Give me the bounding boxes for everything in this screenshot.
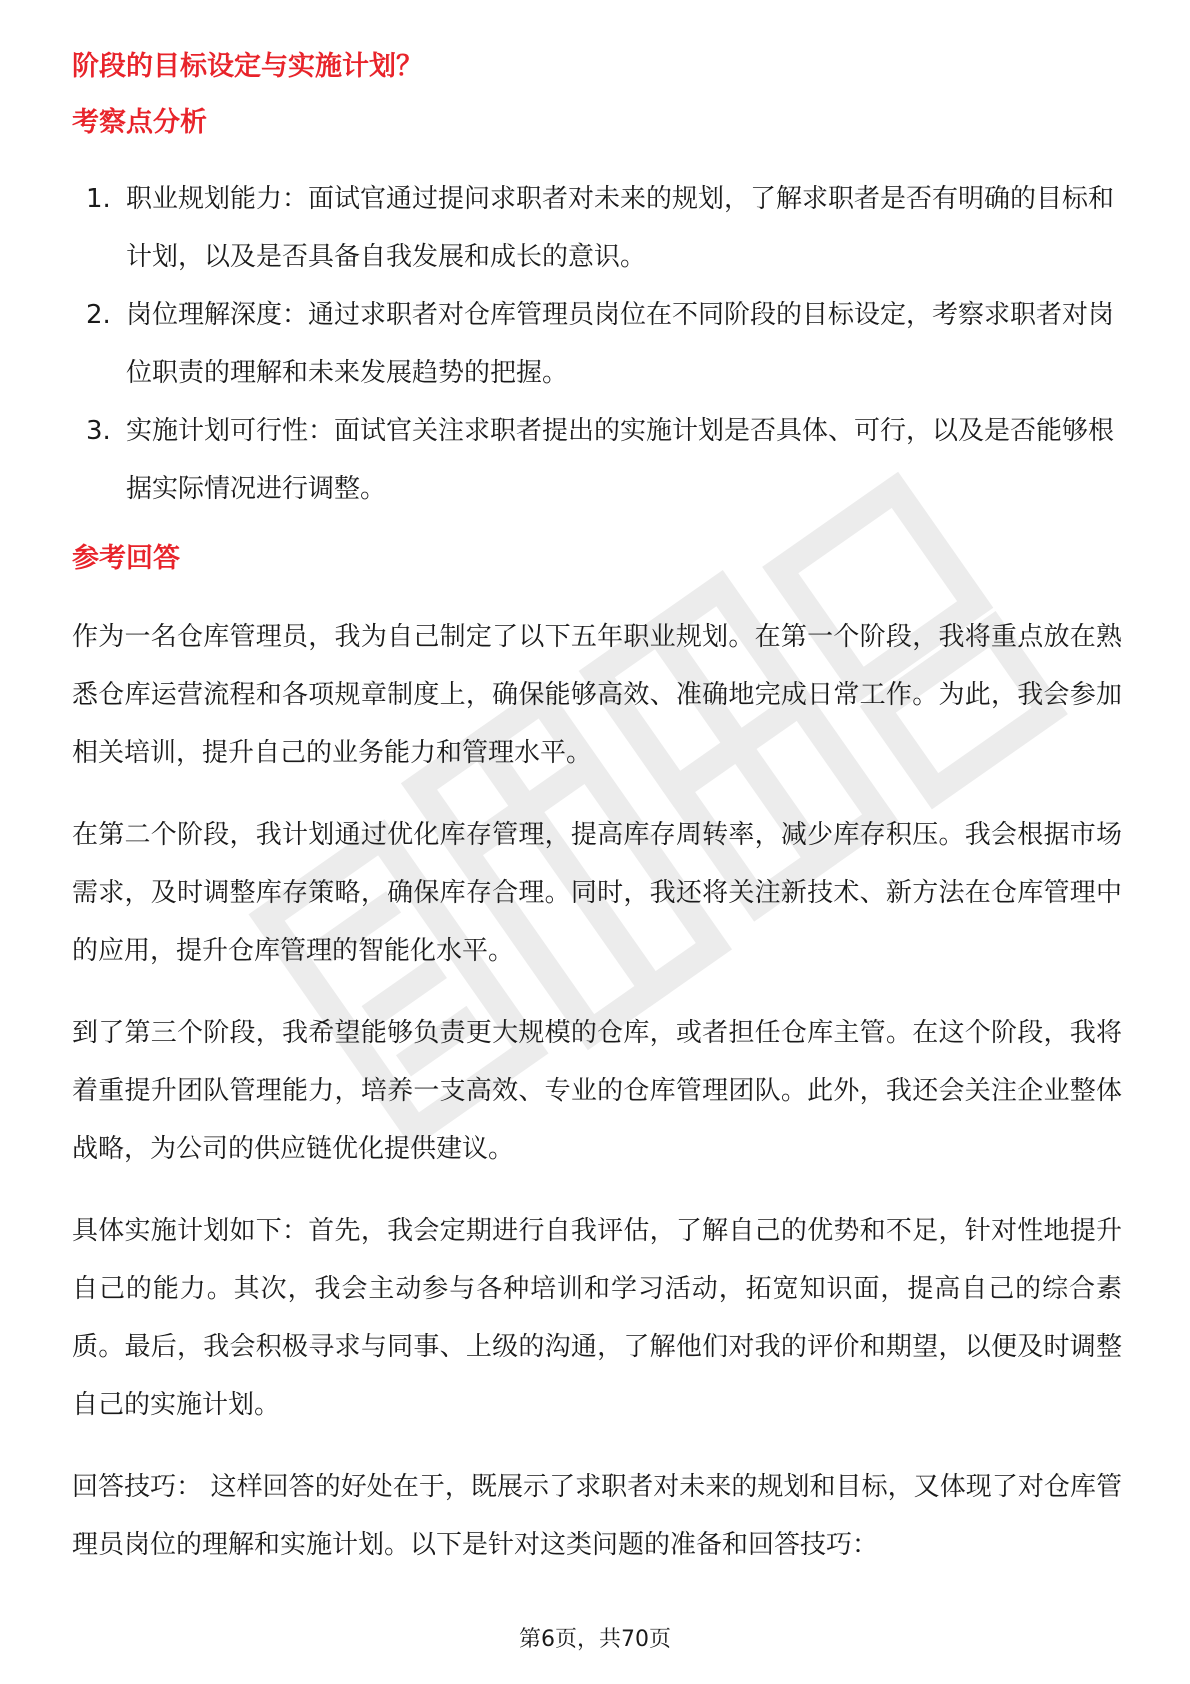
paragraph: 在第二个阶段，我计划通过优化库存管理，提高库存周转率，减少库存积压。我会根据市场需求，及时调整库存策略，确保库存合理。同时，我还将关注新技术、新方法在仓库管理中的应用，提升仓库管理的智能化水平。 xyxy=(72,820,1122,966)
question-title: 阶段的目标设定与实施计划？ xyxy=(72,51,423,82)
analysis-title: 考察点分析 xyxy=(72,107,207,138)
paragraph: 具体实施计划如下：首先，我会定期进行自我评估，了解自己的优势和不足，针对性地提升自己的能力。其次，我会主动参与各种培训和学习活动，拓宽知识面，提高自己的综合素质。最后，我会积极寻求与同事、上级的沟通，了解他们对我的评价和期望，以便及时调整自己的实施计划。 xyxy=(72,1216,1122,1420)
list-item xyxy=(72,402,1122,518)
list-item-number: 1. xyxy=(86,184,111,214)
paragraph: 到了第三个阶段，我希望能够负责更大规模的仓库，或者担任仓库主管。在这个阶段，我将着重提升团队管理能力，培养一支高效、专业的仓库管理团队。此外，我还会关注企业整体战略，为公司的供应链优化提供建议。 xyxy=(72,1018,1122,1164)
page-number: 第6页，共70页 xyxy=(519,1627,671,1652)
paragraph: 回答技巧： 这样回答的好处在于，既展示了求职者对未来的规划和目标，又体现了对仓库管理员岗位的理解和实施计划。以下是针对这类问题的准备和回答技巧： xyxy=(72,1472,1122,1560)
reference-answer xyxy=(72,608,1122,1574)
analysis-list xyxy=(72,170,1122,518)
list-item xyxy=(72,170,1122,286)
document-content xyxy=(72,48,1122,1574)
reference-title: 参考回答 xyxy=(72,543,180,574)
list-item-text: 实施计划可行性：面试官关注求职者提出的实施计划是否具体、可行，以及是否能够根据实际情况进行调整。 xyxy=(126,416,1115,504)
list-item-number: 3. xyxy=(86,416,111,446)
list-item xyxy=(72,286,1122,402)
list-item-text: 职业规划能力：面试官通过提问求职者对未来的规划，了解求职者是否有明确的目标和计划，以及是否具备自我发展和成长的意识。 xyxy=(126,184,1115,272)
list-item-text: 岗位理解深度：通过求职者对仓库管理员岗位在不同阶段的目标设定，考察求职者对岗位职责的理解和未来发展趋势的把握。 xyxy=(126,300,1115,388)
paragraph: 作为一名仓库管理员，我为自己制定了以下五年职业规划。在第一个阶段，我将重点放在熟悉仓库运营流程和各项规章制度上，确保能够高效、准确地完成日常工作。为此，我会参加相关培训，提升自己的业务能力和管理水平。 xyxy=(72,622,1122,768)
list-item-number: 2. xyxy=(86,300,111,330)
